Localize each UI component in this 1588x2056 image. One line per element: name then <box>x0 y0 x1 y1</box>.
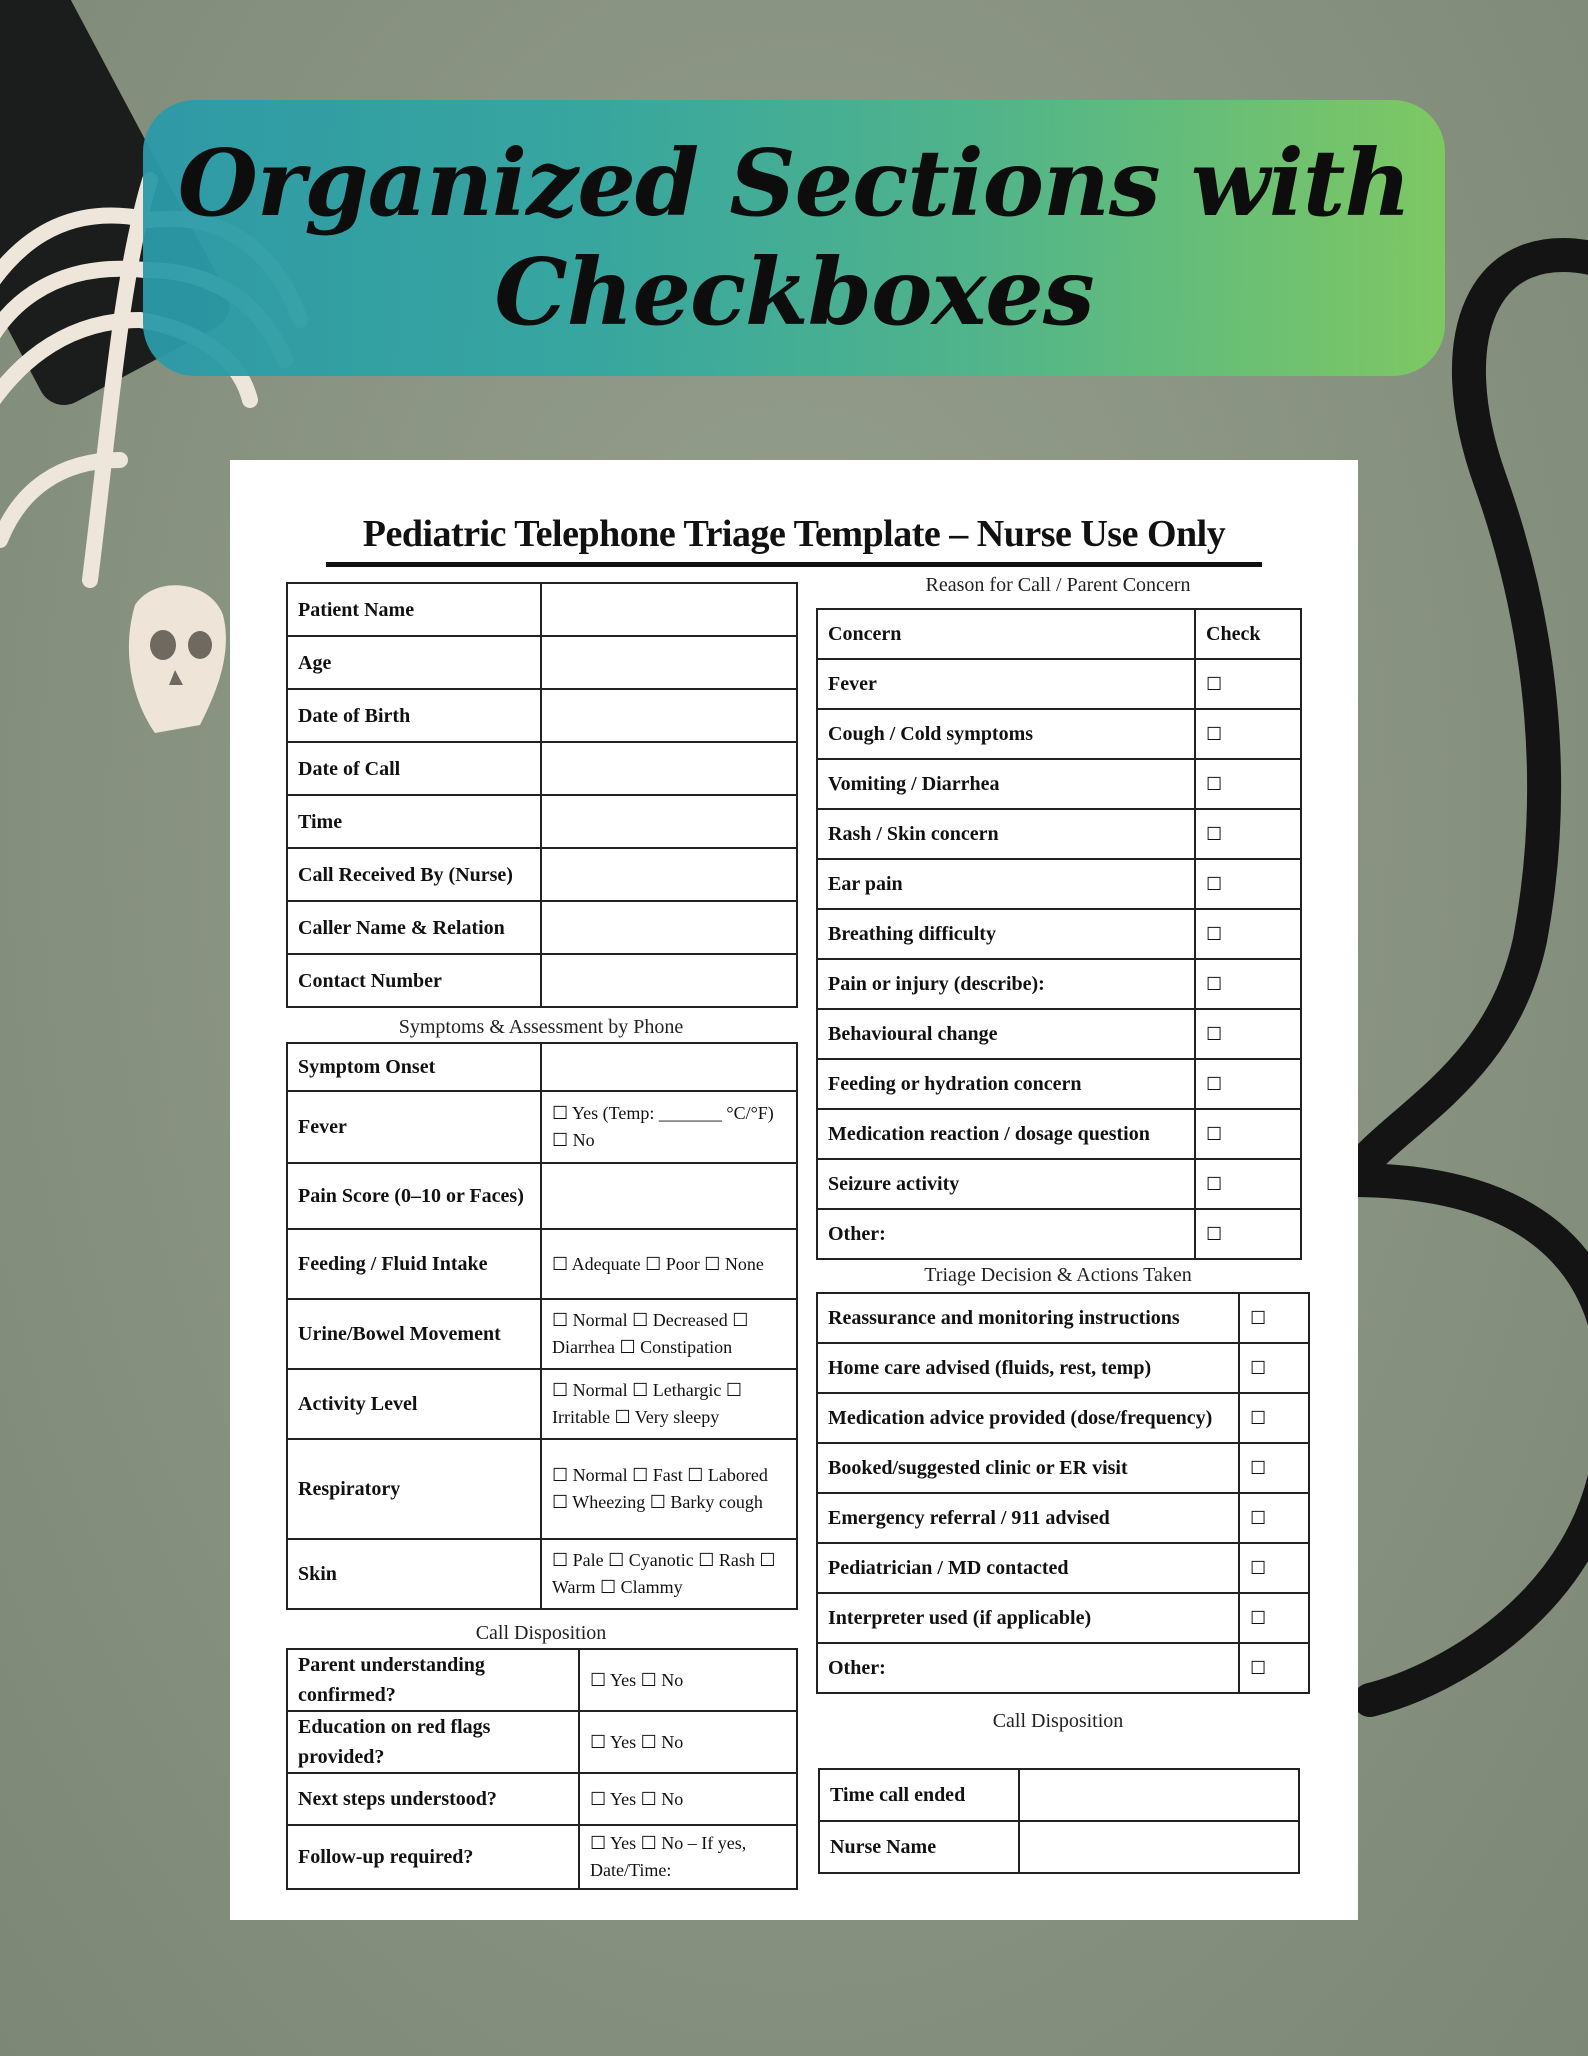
banner-title <box>143 100 1445 376</box>
table-row <box>287 583 797 636</box>
triage-table <box>816 1292 1310 1694</box>
triage-action-label: Booked/suggested clinic or ER visit <box>817 1443 1239 1493</box>
patient-field-input[interactable] <box>541 583 797 636</box>
disposition-question: Next steps understood? <box>287 1773 579 1825</box>
concern-checkbox[interactable]: ☐ <box>1195 809 1301 859</box>
concern-label: Seizure activity <box>817 1159 1195 1209</box>
triage-caption: Triage Decision & Actions Taken <box>924 1264 1192 1286</box>
table-row <box>817 1643 1309 1693</box>
triage-action-label: Emergency referral / 911 advised <box>817 1493 1239 1543</box>
call-disposition-right-table <box>818 1768 1300 1874</box>
symptom-label: Activity Level <box>287 1369 541 1439</box>
reason-table <box>816 608 1302 1260</box>
banner-title-line-1: Organized Sections with <box>177 129 1411 238</box>
symptom-label: Urine/Bowel Movement <box>287 1299 541 1369</box>
table-row <box>287 1229 797 1299</box>
triage-action-checkbox[interactable]: ☐ <box>1239 1593 1309 1643</box>
disposition-answer-checkboxes[interactable]: ☐ Yes ☐ No <box>579 1711 797 1773</box>
document-title: Pediatric Telephone Triage Template – Nurse Use Only <box>362 513 1226 555</box>
concern-label: Medication reaction / dosage question <box>817 1109 1195 1159</box>
triage-action-checkbox[interactable]: ☐ <box>1239 1343 1309 1393</box>
concern-label: Rash / Skin concern <box>817 809 1195 859</box>
concern-checkbox[interactable]: ☐ <box>1195 1059 1301 1109</box>
disposition-answer-checkboxes[interactable]: ☐ Yes ☐ No – If yes, Date/Time: <box>579 1825 797 1889</box>
check-column-header: Check <box>1195 609 1301 659</box>
table-row <box>287 1043 797 1091</box>
table-row <box>287 1773 797 1825</box>
disposition-field-input[interactable] <box>1019 1821 1299 1873</box>
table-row <box>817 809 1301 859</box>
table-row <box>817 909 1301 959</box>
table-row <box>817 1209 1301 1259</box>
disposition-field-input[interactable] <box>1019 1769 1299 1821</box>
patient-field-input[interactable] <box>541 636 797 689</box>
patient-field-input[interactable] <box>541 689 797 742</box>
concern-label: Cough / Cold symptoms <box>817 709 1195 759</box>
triage-action-checkbox[interactable]: ☐ <box>1239 1643 1309 1693</box>
concern-checkbox[interactable]: ☐ <box>1195 1109 1301 1159</box>
patient-field-label: Date of Call <box>287 742 541 795</box>
table-row <box>817 1343 1309 1393</box>
symptom-options[interactable]: ☐ Yes (Temp: _______ °C/°F) ☐ No <box>541 1091 797 1163</box>
table-row <box>287 1539 797 1609</box>
concern-label: Other: <box>817 1209 1195 1259</box>
symptom-label: Fever <box>287 1091 541 1163</box>
concern-label: Vomiting / Diarrhea <box>817 759 1195 809</box>
symptoms-table <box>286 1042 798 1610</box>
disposition-question: Follow-up required? <box>287 1825 579 1889</box>
patient-info-table <box>286 582 798 1008</box>
concern-label: Pain or injury (describe): <box>817 959 1195 1009</box>
table-row <box>287 1711 797 1773</box>
table-row <box>817 1009 1301 1059</box>
triage-action-checkbox[interactable]: ☐ <box>1239 1493 1309 1543</box>
disposition-field-label: Time call ended <box>819 1769 1019 1821</box>
concern-checkbox[interactable]: ☐ <box>1195 909 1301 959</box>
table-row <box>287 1163 797 1229</box>
triage-action-label: Home care advised (fluids, rest, temp) <box>817 1343 1239 1393</box>
banner-title-line-2: Checkboxes <box>494 238 1094 346</box>
symptom-options[interactable]: ☐ Normal ☐ Decreased ☐ Diarrhea ☐ Constipation <box>541 1299 797 1369</box>
disposition-answer-checkboxes[interactable]: ☐ Yes ☐ No <box>579 1649 797 1711</box>
concern-label: Breathing difficulty <box>817 909 1195 959</box>
table-row <box>287 954 797 1007</box>
triage-action-checkbox[interactable]: ☐ <box>1239 1443 1309 1493</box>
patient-field-label: Contact Number <box>287 954 541 1007</box>
table-row <box>287 795 797 848</box>
table-row <box>817 1593 1309 1643</box>
triage-action-label: Pediatrician / MD contacted <box>817 1543 1239 1593</box>
symptoms-caption: Symptoms & Assessment by Phone <box>398 1016 684 1038</box>
disposition-answer-checkboxes[interactable]: ☐ Yes ☐ No <box>579 1773 797 1825</box>
table-row <box>287 1649 797 1711</box>
patient-field-input[interactable] <box>541 795 797 848</box>
table-row <box>287 901 797 954</box>
patient-field-label: Patient Name <box>287 583 541 636</box>
patient-field-input[interactable] <box>541 901 797 954</box>
symptom-options[interactable] <box>541 1043 797 1091</box>
table-row <box>817 1159 1301 1209</box>
table-row <box>287 848 797 901</box>
triage-action-label: Other: <box>817 1643 1239 1693</box>
symptom-label: Respiratory <box>287 1439 541 1539</box>
triage-action-checkbox[interactable]: ☐ <box>1239 1393 1309 1443</box>
symptom-label: Symptom Onset <box>287 1043 541 1091</box>
table-row <box>817 759 1301 809</box>
symptom-options[interactable]: ☐ Pale ☐ Cyanotic ☐ Rash ☐ Warm ☐ Clammy <box>541 1539 797 1609</box>
concern-checkbox[interactable]: ☐ <box>1195 859 1301 909</box>
call-disposition-left-table <box>286 1648 798 1890</box>
patient-field-label: Age <box>287 636 541 689</box>
title-underline <box>326 562 1262 567</box>
symptom-label: Pain Score (0–10 or Faces) <box>287 1163 541 1229</box>
concern-checkbox[interactable]: ☐ <box>1195 1159 1301 1209</box>
triage-action-label: Medication advice provided (dose/frequency) <box>817 1393 1239 1443</box>
stethoscope-decoration <box>1330 220 1588 1740</box>
patient-field-label: Caller Name & Relation <box>287 901 541 954</box>
table-row <box>817 1059 1301 1109</box>
symptom-options[interactable] <box>541 1163 797 1229</box>
table-row <box>817 609 1301 659</box>
concern-label: Fever <box>817 659 1195 709</box>
table-row <box>287 1369 797 1439</box>
patient-field-label: Date of Birth <box>287 689 541 742</box>
symptom-options[interactable]: ☐ Normal ☐ Fast ☐ Labored ☐ Wheezing ☐ Barky cough <box>541 1439 797 1539</box>
skull-decoration <box>115 575 235 740</box>
table-row <box>817 1293 1309 1343</box>
patient-field-input[interactable] <box>541 954 797 1007</box>
reason-caption: Reason for Call / Parent Concern <box>925 574 1191 596</box>
disposition-question: Parent understanding confirmed? <box>287 1649 579 1711</box>
table-row <box>287 636 797 689</box>
concern-checkbox[interactable]: ☐ <box>1195 959 1301 1009</box>
table-row <box>817 1393 1309 1443</box>
call-disposition-right-caption: Call Disposition <box>992 1710 1124 1732</box>
concern-checkbox[interactable]: ☐ <box>1195 1009 1301 1059</box>
concern-checkbox[interactable]: ☐ <box>1195 709 1301 759</box>
concern-label: Ear pain <box>817 859 1195 909</box>
table-row <box>287 1299 797 1369</box>
patient-field-input[interactable] <box>541 742 797 795</box>
triage-action-checkbox[interactable]: ☐ <box>1239 1293 1309 1343</box>
triage-action-checkbox[interactable]: ☐ <box>1239 1543 1309 1593</box>
table-row <box>817 1109 1301 1159</box>
table-row <box>287 742 797 795</box>
triage-action-label: Reassurance and monitoring instructions <box>817 1293 1239 1343</box>
table-row <box>817 959 1301 1009</box>
symptom-label: Skin <box>287 1539 541 1609</box>
disposition-field-label: Nurse Name <box>819 1821 1019 1873</box>
table-row <box>817 709 1301 759</box>
concern-checkbox[interactable]: ☐ <box>1195 759 1301 809</box>
concern-checkbox[interactable]: ☐ <box>1195 659 1301 709</box>
table-row <box>817 1443 1309 1493</box>
table-row <box>817 859 1301 909</box>
concern-label: Feeding or hydration concern <box>817 1059 1195 1109</box>
table-row <box>819 1769 1299 1821</box>
call-disposition-left-caption: Call Disposition <box>475 1622 607 1644</box>
table-row <box>819 1821 1299 1873</box>
symptom-options[interactable]: ☐ Adequate ☐ Poor ☐ None <box>541 1229 797 1299</box>
patient-field-label: Call Received By (Nurse) <box>287 848 541 901</box>
table-row <box>817 659 1301 709</box>
table-row <box>287 1091 797 1163</box>
concern-column-header: Concern <box>817 609 1195 659</box>
patient-field-label: Time <box>287 795 541 848</box>
table-row <box>817 1543 1309 1593</box>
table-row <box>287 1825 797 1889</box>
table-row <box>287 689 797 742</box>
disposition-question: Education on red flags provided? <box>287 1711 579 1773</box>
concern-label: Behavioural change <box>817 1009 1195 1059</box>
symptom-options[interactable]: ☐ Normal ☐ Lethargic ☐ Irritable ☐ Very sleepy <box>541 1369 797 1439</box>
table-row <box>287 1439 797 1539</box>
patient-field-input[interactable] <box>541 848 797 901</box>
triage-action-label: Interpreter used (if applicable) <box>817 1593 1239 1643</box>
symptom-label: Feeding / Fluid Intake <box>287 1229 541 1299</box>
triage-form-sheet <box>230 460 1358 1920</box>
concern-checkbox[interactable]: ☐ <box>1195 1209 1301 1259</box>
table-row <box>817 1493 1309 1543</box>
